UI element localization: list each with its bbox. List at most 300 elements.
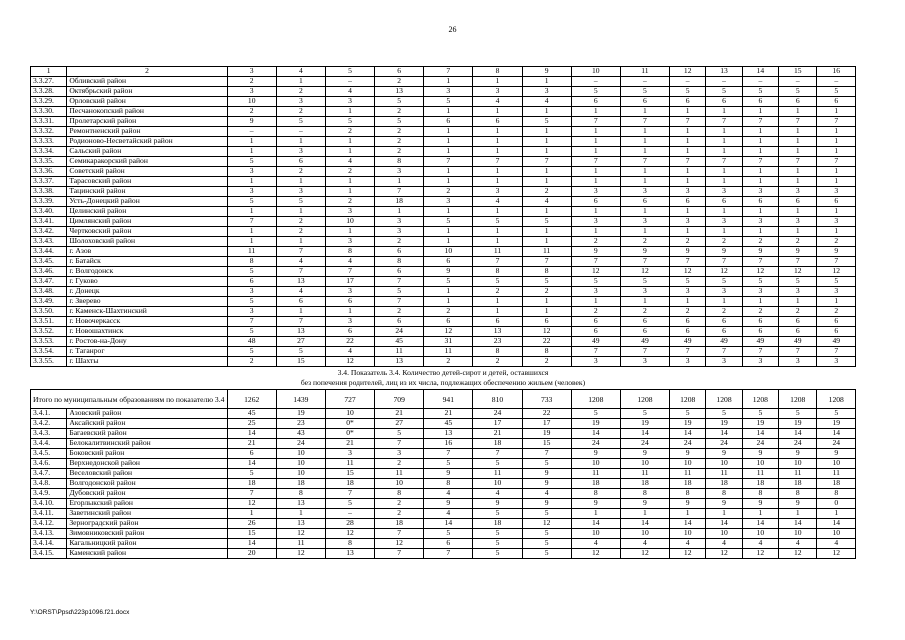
row-name: Зимовниковский район xyxy=(67,529,227,539)
row-value: 1 xyxy=(424,227,473,237)
row-value: 5 xyxy=(742,277,778,287)
row-value: 1 xyxy=(227,509,276,519)
row-value: 9 xyxy=(706,499,742,509)
row-value: 15 xyxy=(522,439,571,449)
row-value: 4 xyxy=(779,539,817,549)
row-value: 7 xyxy=(325,489,374,499)
row-value: 2 xyxy=(276,87,325,97)
row-value: 6 xyxy=(706,317,742,327)
row-value: 3 xyxy=(227,167,276,177)
row-value: 10 xyxy=(571,459,620,469)
row-value: 4 xyxy=(620,539,669,549)
row-value: 14 xyxy=(670,429,706,439)
row-value: 23 xyxy=(276,419,325,429)
row-value: 3 xyxy=(670,217,706,227)
column-header: 16 xyxy=(817,67,856,77)
row-value: 3 xyxy=(276,187,325,197)
row-value: 17 xyxy=(522,419,571,429)
row-value: 7 xyxy=(375,549,424,559)
row-value: 5 xyxy=(473,509,522,519)
row-value: 2 xyxy=(571,307,620,317)
row-value: 3 xyxy=(779,287,817,297)
row-value: 1 xyxy=(375,207,424,217)
row-name: г. Таганрог xyxy=(67,347,227,357)
row-value: 18 xyxy=(571,479,620,489)
row-value: 10 xyxy=(706,459,742,469)
row-value: 6 xyxy=(742,317,778,327)
row-value: 8 xyxy=(375,489,424,499)
row-index: 3.4.9. xyxy=(31,489,67,499)
row-value: 7 xyxy=(375,297,424,307)
row-value: 10 xyxy=(670,529,706,539)
row-value: 1 xyxy=(742,227,778,237)
row-value: 8 xyxy=(522,347,571,357)
table-row xyxy=(31,77,856,87)
row-value: 5 xyxy=(817,409,856,419)
row-value: 12 xyxy=(817,549,856,559)
row-value: 6 xyxy=(742,97,778,107)
row-value: 3 xyxy=(375,217,424,227)
row-value: 1 xyxy=(473,127,522,137)
row-name: Аксайский район xyxy=(67,419,227,429)
row-value: 1 xyxy=(522,207,571,217)
row-value: 1 xyxy=(742,127,778,137)
row-value: 5 xyxy=(424,217,473,227)
row-value: 14 xyxy=(779,519,817,529)
row-value: 9 xyxy=(620,499,669,509)
row-value: 11 xyxy=(742,469,778,479)
table-row xyxy=(31,167,856,177)
row-value: 8 xyxy=(522,267,571,277)
row-value: 5 xyxy=(325,499,374,509)
row-value: 3 xyxy=(779,217,817,227)
row-value: 12 xyxy=(325,357,374,367)
row-value: 1 xyxy=(670,147,706,157)
row-value: 4 xyxy=(706,539,742,549)
row-value: 5 xyxy=(670,409,706,419)
table-row xyxy=(31,439,856,449)
row-value: 5 xyxy=(571,87,620,97)
row-value: 5 xyxy=(473,217,522,227)
row-value: 7 xyxy=(522,257,571,267)
column-header: 15 xyxy=(779,67,817,77)
row-value: 1 xyxy=(473,167,522,177)
row-value: 7 xyxy=(670,157,706,167)
row-value: 8 xyxy=(424,479,473,489)
row-value: 9 xyxy=(522,479,571,489)
row-value: 5 xyxy=(424,97,473,107)
row-index: 3.3.55. xyxy=(31,357,67,367)
row-value: 6 xyxy=(276,157,325,167)
row-value: 10 xyxy=(706,529,742,539)
row-value: 49 xyxy=(571,337,620,347)
row-value: 1 xyxy=(571,127,620,137)
table-row xyxy=(31,297,856,307)
row-value: – xyxy=(325,77,374,87)
row-value: – xyxy=(706,77,742,87)
row-value: 15 xyxy=(276,357,325,367)
row-value: 14 xyxy=(817,519,856,529)
row-value: 3 xyxy=(706,357,742,367)
row-value: 2 xyxy=(227,77,276,87)
row-value: 5 xyxy=(227,157,276,167)
row-value: 7 xyxy=(522,157,571,167)
row-value: 2 xyxy=(227,107,276,117)
row-value: 5 xyxy=(473,459,522,469)
row-value: 7 xyxy=(817,117,856,127)
row-index: 3.3.49. xyxy=(31,297,67,307)
row-value: 1 xyxy=(276,177,325,187)
row-value: 6 xyxy=(424,317,473,327)
row-value: 3 xyxy=(620,187,669,197)
row-value: 6 xyxy=(742,197,778,207)
row-value: 1 xyxy=(325,227,374,237)
row-value: – xyxy=(276,127,325,137)
row-value: 1 xyxy=(522,307,571,317)
row-value: 8 xyxy=(620,489,669,499)
row-value: 5 xyxy=(473,277,522,287)
row-value: 5 xyxy=(375,287,424,297)
row-value: 18 xyxy=(473,439,522,449)
row-index: 3.4.6. xyxy=(31,459,67,469)
row-value: 18 xyxy=(325,479,374,489)
row-value: 18 xyxy=(779,479,817,489)
row-value: 18 xyxy=(706,479,742,489)
row-name: г. Азов xyxy=(67,247,227,257)
row-value: 5 xyxy=(779,277,817,287)
row-value: 9 xyxy=(742,247,778,257)
row-value: 1 xyxy=(571,137,620,147)
row-value: 9 xyxy=(706,449,742,459)
row-value: 5 xyxy=(742,87,778,97)
row-value: 15 xyxy=(325,469,374,479)
row-value: 10 xyxy=(817,529,856,539)
total-value: 709 xyxy=(375,390,424,409)
column-header: 10 xyxy=(571,67,620,77)
row-value: 7 xyxy=(779,257,817,267)
row-value: 4 xyxy=(276,257,325,267)
row-value: 1 xyxy=(522,107,571,117)
row-value: 7 xyxy=(473,257,522,267)
row-value: 3 xyxy=(227,287,276,297)
row-value: 1 xyxy=(325,307,374,317)
row-value: 6 xyxy=(817,197,856,207)
row-value: 2 xyxy=(276,217,325,227)
row-value: 10 xyxy=(742,529,778,539)
row-value: 14 xyxy=(571,429,620,439)
row-value: 2 xyxy=(276,227,325,237)
row-value: 1 xyxy=(276,137,325,147)
table-row xyxy=(31,317,856,327)
row-value: 12 xyxy=(742,549,778,559)
column-header: 3 xyxy=(227,67,276,77)
row-value: 18 xyxy=(670,479,706,489)
row-value: 2 xyxy=(522,187,571,197)
row-value: 6 xyxy=(522,317,571,327)
row-value: 1 xyxy=(670,107,706,117)
row-value: 1 xyxy=(424,77,473,87)
row-name: Пролетарский район xyxy=(67,117,227,127)
row-index: 3.3.52. xyxy=(31,327,67,337)
row-value: 14 xyxy=(227,429,276,439)
row-value: 2 xyxy=(742,237,778,247)
row-value: 3 xyxy=(620,217,669,227)
row-value: 2 xyxy=(375,237,424,247)
row-value: 22 xyxy=(522,337,571,347)
row-value: 1 xyxy=(779,147,817,157)
row-value: 4 xyxy=(473,489,522,499)
row-value: 13 xyxy=(276,327,325,337)
row-value: 28 xyxy=(325,519,374,529)
row-value: 6 xyxy=(620,327,669,337)
row-value: 1 xyxy=(227,227,276,237)
row-value: 2 xyxy=(375,307,424,317)
row-value: 1 xyxy=(779,107,817,117)
row-value: 9 xyxy=(227,117,276,127)
row-value: 0 xyxy=(817,499,856,509)
row-value: 11 xyxy=(706,469,742,479)
row-value: 7 xyxy=(375,277,424,287)
row-value: 3 xyxy=(779,357,817,367)
row-value: 2 xyxy=(706,237,742,247)
row-value: 12 xyxy=(424,327,473,337)
row-value: 7 xyxy=(276,317,325,327)
row-value: 3 xyxy=(706,187,742,197)
row-value: 4 xyxy=(424,509,473,519)
row-value: 11 xyxy=(276,539,325,549)
row-value: 2 xyxy=(375,499,424,509)
row-value: 9 xyxy=(571,499,620,509)
row-value: 7 xyxy=(325,267,374,277)
data-table xyxy=(30,66,856,559)
row-value: 3 xyxy=(817,287,856,297)
total-value: 727 xyxy=(325,390,374,409)
row-value: 9 xyxy=(742,449,778,459)
row-value: 0* xyxy=(325,429,374,439)
row-value: 1 xyxy=(473,307,522,317)
row-name: Тацинский район xyxy=(67,187,227,197)
row-value: 1 xyxy=(670,509,706,519)
row-value: 7 xyxy=(779,117,817,127)
row-value: 1 xyxy=(706,227,742,237)
file-path-footer: Y:\ORST\Ppsd\223p1096.f21.docx xyxy=(30,609,130,616)
column-header: 2 xyxy=(67,67,227,77)
table-row xyxy=(31,157,856,167)
row-value: 3 xyxy=(325,237,374,247)
row-value: 1 xyxy=(817,509,856,519)
row-value: 1 xyxy=(227,237,276,247)
row-value: 6 xyxy=(325,297,374,307)
row-value: 27 xyxy=(375,419,424,429)
row-index: 3.4.10. xyxy=(31,499,67,509)
total-value: 1208 xyxy=(742,390,778,409)
row-index: 3.3.43. xyxy=(31,237,67,247)
row-index: 3.4.8. xyxy=(31,479,67,489)
row-value: 10 xyxy=(325,217,374,227)
row-value: 9 xyxy=(706,247,742,257)
row-index: 3.4.5. xyxy=(31,449,67,459)
row-value: 1 xyxy=(473,237,522,247)
row-value: 3 xyxy=(742,287,778,297)
row-value: 2 xyxy=(375,147,424,157)
row-value: 1 xyxy=(522,297,571,307)
table-row xyxy=(31,499,856,509)
row-value: 24 xyxy=(817,439,856,449)
row-value: 1 xyxy=(424,167,473,177)
row-name: Кагальницкий район xyxy=(67,539,227,549)
row-value: – xyxy=(620,77,669,87)
column-header: 8 xyxy=(473,67,522,77)
row-value: 7 xyxy=(706,157,742,167)
row-value: 6 xyxy=(779,327,817,337)
row-value: 9 xyxy=(817,247,856,257)
row-name: Советский район xyxy=(67,167,227,177)
row-value: 3 xyxy=(424,197,473,207)
row-value: 5 xyxy=(375,117,424,127)
table-row xyxy=(31,87,856,97)
row-value: 1 xyxy=(571,107,620,117)
row-value: 7 xyxy=(620,117,669,127)
row-index: 3.3.34. xyxy=(31,147,67,157)
row-value: 11 xyxy=(424,347,473,357)
row-value: 1 xyxy=(473,77,522,87)
table-row xyxy=(31,357,856,367)
row-value: 7 xyxy=(779,347,817,357)
row-index: 3.4.1. xyxy=(31,409,67,419)
row-value: 1 xyxy=(620,127,669,137)
row-value: 8 xyxy=(670,489,706,499)
row-value: 8 xyxy=(375,257,424,267)
table-row xyxy=(31,459,856,469)
row-value: 2 xyxy=(620,307,669,317)
row-value: 11 xyxy=(620,469,669,479)
row-value: 1 xyxy=(424,297,473,307)
row-value: 3 xyxy=(276,97,325,107)
row-value: 49 xyxy=(779,337,817,347)
row-index: 3.4.3. xyxy=(31,429,67,439)
row-value: 14 xyxy=(742,429,778,439)
row-value: 13 xyxy=(473,327,522,337)
row-value: 6 xyxy=(706,197,742,207)
row-value: 3 xyxy=(473,187,522,197)
row-value: 12 xyxy=(522,519,571,529)
row-value: 1 xyxy=(620,207,669,217)
row-value: 4 xyxy=(473,197,522,207)
row-index: 3.3.40. xyxy=(31,207,67,217)
row-value: 1 xyxy=(571,207,620,217)
row-value: 3 xyxy=(742,217,778,227)
row-name: г. Батайск xyxy=(67,257,227,267)
row-value: 25 xyxy=(227,419,276,429)
row-value: 6 xyxy=(571,327,620,337)
row-name: г. Волгодонск xyxy=(67,267,227,277)
row-value: – xyxy=(325,509,374,519)
table-row xyxy=(31,307,856,317)
table-row xyxy=(31,429,856,439)
row-value: 8 xyxy=(817,489,856,499)
row-value: 23 xyxy=(473,337,522,347)
row-value: 3 xyxy=(571,217,620,227)
row-value: 8 xyxy=(571,489,620,499)
row-value: 1 xyxy=(522,177,571,187)
table-row xyxy=(31,267,856,277)
row-value: 6 xyxy=(620,97,669,107)
row-value: 2 xyxy=(375,127,424,137)
row-value: 9 xyxy=(522,469,571,479)
row-value: 6 xyxy=(325,327,374,337)
column-header: 7 xyxy=(424,67,473,77)
row-value: 9 xyxy=(620,449,669,459)
row-index: 3.4.4. xyxy=(31,439,67,449)
row-value: 1 xyxy=(779,207,817,217)
section-title-line-1: 3.4. Показатель 3.4. Количество детей-сирот и детей, оставшихся xyxy=(337,368,549,377)
row-value: 3 xyxy=(817,357,856,367)
row-value: 21 xyxy=(227,439,276,449)
row-value: 14 xyxy=(779,429,817,439)
row-value: 1 xyxy=(706,207,742,217)
row-value: 5 xyxy=(325,117,374,127)
row-value: 5 xyxy=(227,267,276,277)
row-value: 11 xyxy=(779,469,817,479)
row-value: 45 xyxy=(424,419,473,429)
row-value: 5 xyxy=(742,409,778,419)
row-value: 24 xyxy=(742,439,778,449)
row-value: 2 xyxy=(276,167,325,177)
row-value: 12 xyxy=(227,499,276,509)
total-value: 1208 xyxy=(706,390,742,409)
row-value: 21 xyxy=(473,429,522,439)
row-value: 7 xyxy=(571,117,620,127)
row-value: 10 xyxy=(227,97,276,107)
row-value: 14 xyxy=(424,519,473,529)
row-value: 12 xyxy=(706,267,742,277)
row-value: 5 xyxy=(706,409,742,419)
row-value: 21 xyxy=(424,409,473,419)
row-value: 7 xyxy=(779,157,817,167)
row-value: 1 xyxy=(473,147,522,157)
row-value: 7 xyxy=(375,187,424,197)
row-value: 4 xyxy=(522,489,571,499)
row-index: 3.3.48. xyxy=(31,287,67,297)
row-value: 7 xyxy=(375,529,424,539)
row-value: 1 xyxy=(325,177,374,187)
row-value: 24 xyxy=(571,439,620,449)
row-index: 3.3.44. xyxy=(31,247,67,257)
row-value: 1 xyxy=(571,147,620,157)
row-name: г. Гуково xyxy=(67,277,227,287)
row-value: 1 xyxy=(424,127,473,137)
row-value: 1 xyxy=(670,127,706,137)
row-value: 24 xyxy=(706,439,742,449)
row-value: 14 xyxy=(620,519,669,529)
row-value: 2 xyxy=(779,237,817,247)
table-row xyxy=(31,489,856,499)
row-value: 6 xyxy=(571,197,620,207)
row-value: 8 xyxy=(375,157,424,167)
row-value: 1 xyxy=(742,107,778,117)
row-name: Заветинский район xyxy=(67,509,227,519)
row-name: г. Шахты xyxy=(67,357,227,367)
row-value: 18 xyxy=(227,479,276,489)
row-value: 9 xyxy=(779,499,817,509)
row-value: 1 xyxy=(817,207,856,217)
row-value: 6 xyxy=(424,117,473,127)
row-name: Семикаракорский район xyxy=(67,157,227,167)
row-value: 31 xyxy=(424,337,473,347)
row-name: г. Новочеркасск xyxy=(67,317,227,327)
row-value: 7 xyxy=(227,217,276,227)
row-value: 1 xyxy=(742,509,778,519)
